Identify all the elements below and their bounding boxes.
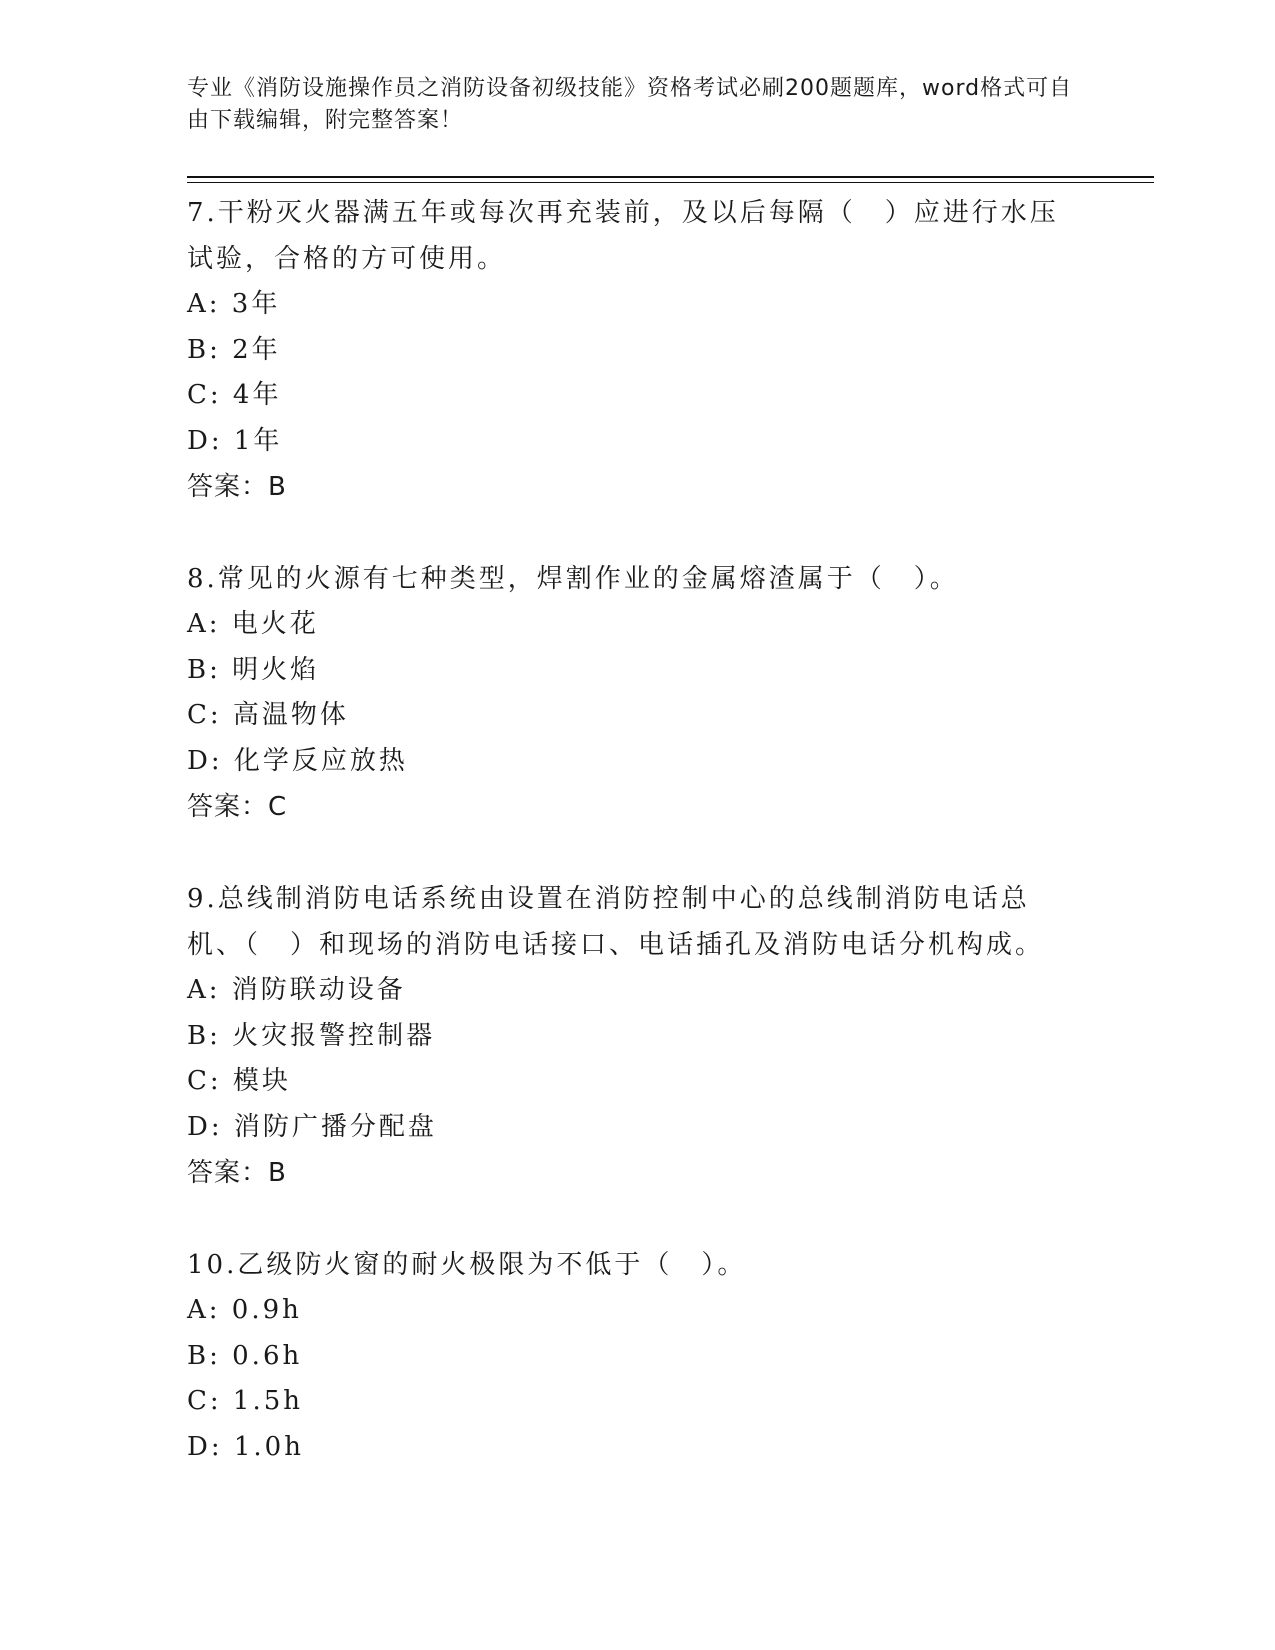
question-7 bbox=[187, 190, 1087, 510]
question-list bbox=[187, 190, 1087, 1516]
question-text: 8.常见的火源有七种类型，焊割作业的金属熔渣属于（ ）。 bbox=[187, 564, 959, 594]
option-c: C: 模块 bbox=[187, 1066, 291, 1096]
header-divider-thick bbox=[187, 176, 1154, 178]
option-a: A: 3年 bbox=[187, 289, 281, 319]
option-d: D: 1年 bbox=[187, 425, 283, 456]
option-c: C: 高温物体 bbox=[187, 700, 349, 730]
option-b: B: 明火焰 bbox=[187, 654, 320, 685]
option-c: C: 1.5h bbox=[187, 1386, 304, 1416]
option-a: A: 电火花 bbox=[187, 609, 319, 639]
option-d: D: 1.0h bbox=[187, 1431, 304, 1462]
option-b: B: 火灾报警控制器 bbox=[187, 1020, 436, 1051]
question-8 bbox=[187, 556, 1087, 830]
question-text: 9.总线制消防电话系统由设置在消防控制中心的总线制消防电话总机、（ ）和现场的消防电话接口、电话插孔及消防电话分机构成。 bbox=[187, 884, 1045, 960]
option-c: C: 4年 bbox=[187, 380, 282, 410]
question-9 bbox=[187, 876, 1087, 1196]
header-divider-thin bbox=[187, 182, 1154, 183]
answer: 答案：C bbox=[187, 792, 288, 822]
question-10 bbox=[187, 1242, 1087, 1470]
document-header: 专业《消防设施操作员之消防设备初级技能》资格考试必刷200题题库，word格式可自由下载编辑，附完整答案！ bbox=[187, 76, 1073, 133]
question-text: 10.乙级防火窗的耐火极限为不低于（ ）。 bbox=[187, 1250, 747, 1280]
answer: 答案：B bbox=[187, 1158, 287, 1188]
option-b: B: 2年 bbox=[187, 334, 281, 365]
answer: 答案：B bbox=[187, 472, 287, 502]
option-d: D: 化学反应放热 bbox=[187, 745, 408, 776]
question-text: 7.干粉灭火器满五年或每次再充装前，及以后每隔（ ）应进行水压试验，合格的方可使用。 bbox=[187, 198, 1059, 274]
option-b: B: 0.6h bbox=[187, 1340, 303, 1371]
option-d: D: 消防广播分配盘 bbox=[187, 1111, 437, 1142]
option-a: A: 0.9h bbox=[187, 1295, 302, 1325]
option-a: A: 消防联动设备 bbox=[187, 975, 406, 1005]
